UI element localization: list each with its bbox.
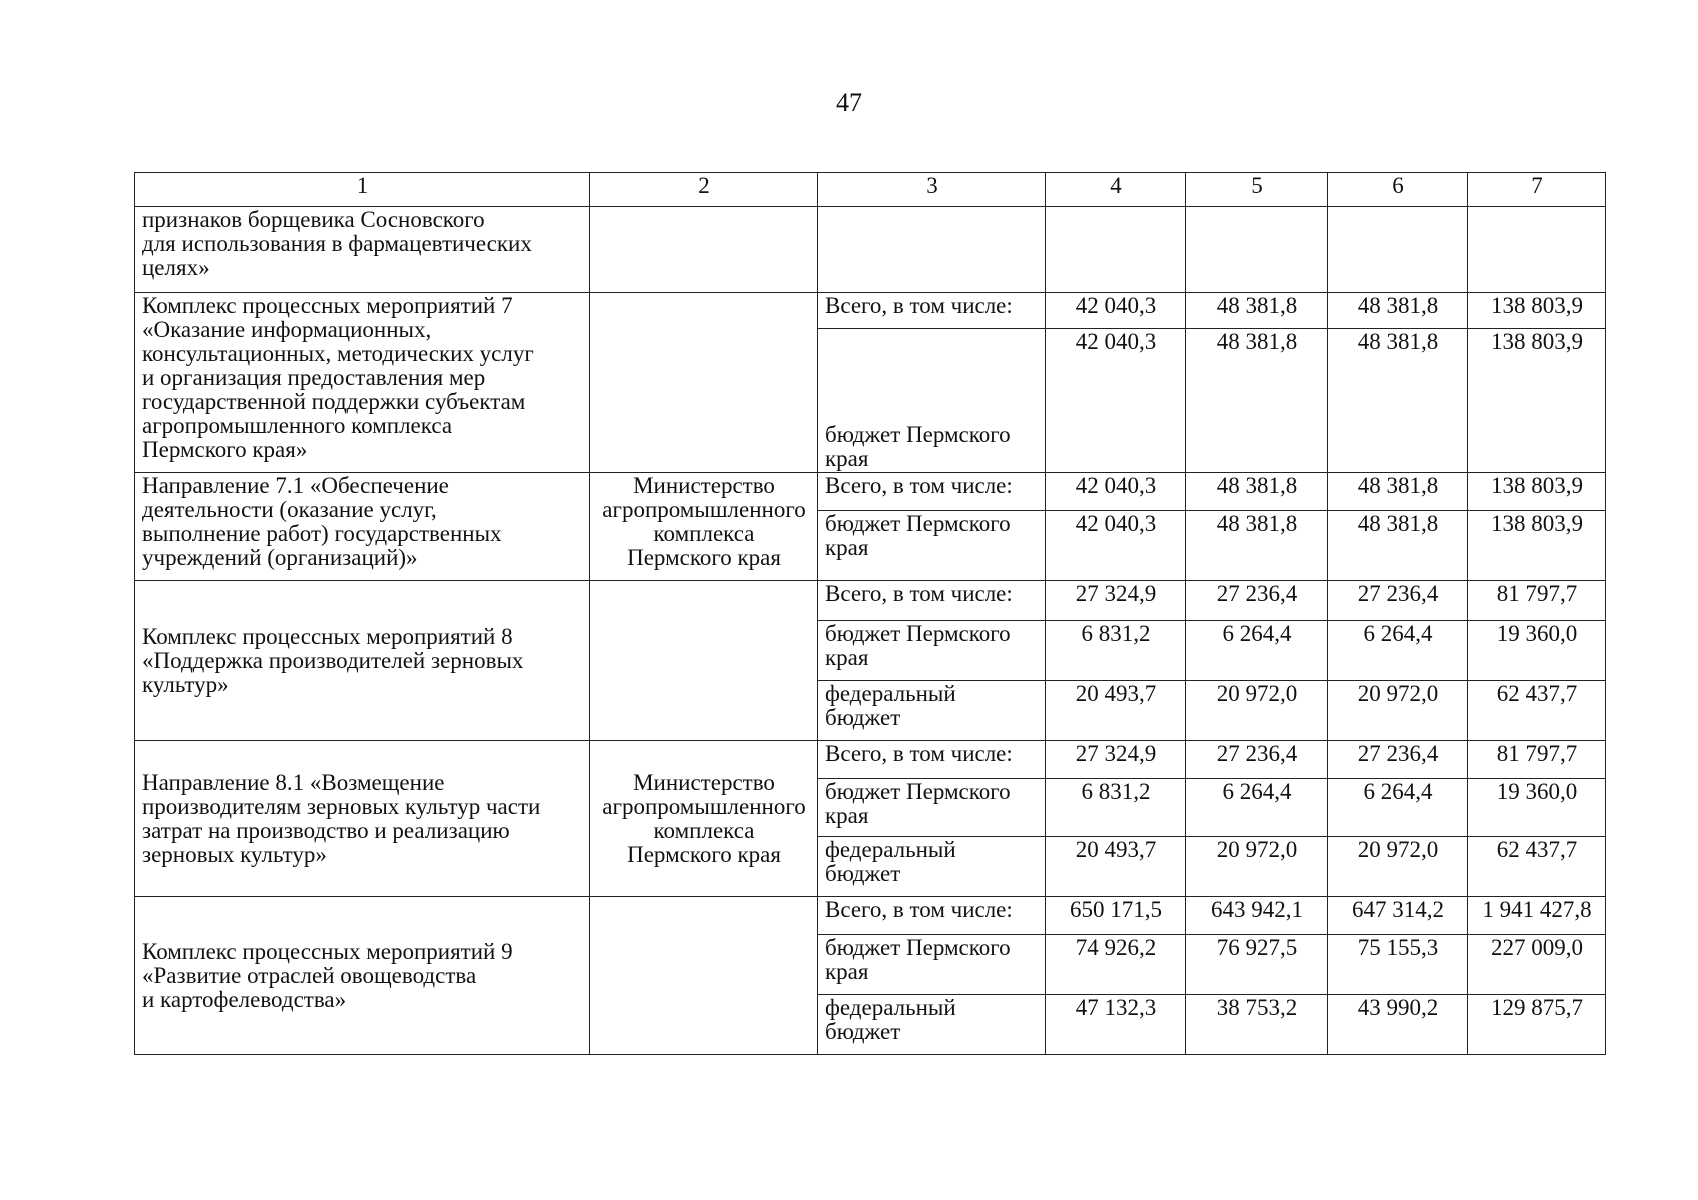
value-cell: 6 264,4	[1328, 779, 1468, 837]
value-cell: 48 381,8	[1186, 329, 1328, 473]
measure-name: Направление 7.1 «Обеспечение деятельности (оказание услуг, выполнение работ) государственных учреждений (организаций)»	[135, 473, 590, 581]
value-cell: 6 264,4	[1186, 621, 1328, 681]
measure-name: Направление 8.1 «Возмещение производителям зерновых культур части затрат на производство и реализацию зерновых культур»	[135, 741, 590, 897]
funding-source: федеральный бюджет	[818, 995, 1046, 1055]
value-cell: 48 381,8	[1328, 329, 1468, 473]
value-cell: 27 236,4	[1186, 741, 1328, 779]
column-header: 1	[135, 173, 590, 207]
value-cell: 48 381,8	[1186, 473, 1328, 511]
funding-source: бюджет Пермского края	[818, 779, 1046, 837]
empty-cell	[1046, 207, 1186, 293]
executor-cell: Министерство агропромышленного комплекса Пермского края	[590, 741, 818, 897]
value-cell: 42 040,3	[1046, 293, 1186, 329]
value-cell: 42 040,3	[1046, 511, 1186, 581]
funding-source: бюджет Пермского края	[818, 329, 1046, 473]
value-cell: 38 753,2	[1186, 995, 1328, 1055]
budget-table	[134, 172, 1606, 1055]
value-cell: 20 972,0	[1328, 681, 1468, 741]
value-cell: 42 040,3	[1046, 329, 1186, 473]
funding-source: Всего, в том числе:	[818, 897, 1046, 935]
empty-cell	[818, 207, 1046, 293]
executor-cell: Министерство агропромышленного комплекса Пермского края	[590, 473, 818, 581]
value-cell: 129 875,7	[1468, 995, 1606, 1055]
executor-cell	[590, 581, 818, 741]
value-cell: 81 797,7	[1468, 741, 1606, 779]
column-header: 5	[1186, 173, 1328, 207]
table-row	[135, 207, 1606, 293]
value-cell: 1 941 427,8	[1468, 897, 1606, 935]
value-cell: 647 314,2	[1328, 897, 1468, 935]
table-row	[135, 581, 1606, 621]
column-header: 7	[1468, 173, 1606, 207]
column-header: 4	[1046, 173, 1186, 207]
value-cell: 20 972,0	[1186, 837, 1328, 897]
value-cell: 48 381,8	[1186, 293, 1328, 329]
page-number: 47	[836, 88, 862, 117]
value-cell: 27 236,4	[1328, 741, 1468, 779]
header-row	[135, 173, 1606, 207]
value-cell: 643 942,1	[1186, 897, 1328, 935]
empty-cell	[590, 207, 818, 293]
value-cell: 48 381,8	[1328, 293, 1468, 329]
value-cell: 19 360,0	[1468, 779, 1606, 837]
funding-source: Всего, в том числе:	[818, 741, 1046, 779]
value-cell: 19 360,0	[1468, 621, 1606, 681]
empty-cell	[1468, 207, 1606, 293]
value-cell: 138 803,9	[1468, 329, 1606, 473]
value-cell: 6 264,4	[1186, 779, 1328, 837]
funding-source: бюджет Пермского края	[818, 511, 1046, 581]
measure-name: Комплекс процессных мероприятий 9 «Развитие отраслей овощеводства и картофелеводства»	[135, 897, 590, 1055]
value-cell: 27 236,4	[1328, 581, 1468, 621]
value-cell: 42 040,3	[1046, 473, 1186, 511]
value-cell: 62 437,7	[1468, 681, 1606, 741]
column-header: 3	[818, 173, 1046, 207]
table-row	[135, 293, 1606, 329]
value-cell: 62 437,7	[1468, 837, 1606, 897]
funding-source: федеральный бюджет	[818, 681, 1046, 741]
value-cell: 47 132,3	[1046, 995, 1186, 1055]
value-cell: 138 803,9	[1468, 473, 1606, 511]
measure-name: Комплекс процессных мероприятий 7 «Оказание информационных, консультационных, методических услуг и организация предоставления мер государственной поддержки субъектам агропромышленного комплекса Пермского края»	[135, 293, 590, 473]
value-cell: 20 493,7	[1046, 681, 1186, 741]
value-cell: 27 324,9	[1046, 581, 1186, 621]
value-cell: 76 927,5	[1186, 935, 1328, 995]
value-cell: 6 831,2	[1046, 621, 1186, 681]
measure-name: Комплекс процессных мероприятий 8 «Поддержка производителей зерновых культур»	[135, 581, 590, 741]
value-cell: 20 972,0	[1186, 681, 1328, 741]
measure-name: признаков борщевика Сосновского для использования в фармацевтических целях»	[135, 207, 590, 293]
value-cell: 27 324,9	[1046, 741, 1186, 779]
funding-source: Всего, в том числе:	[818, 473, 1046, 511]
table-row	[135, 473, 1606, 511]
value-cell: 48 381,8	[1186, 511, 1328, 581]
value-cell: 650 171,5	[1046, 897, 1186, 935]
value-cell: 48 381,8	[1328, 511, 1468, 581]
value-cell: 75 155,3	[1328, 935, 1468, 995]
table-row	[135, 897, 1606, 935]
value-cell: 227 009,0	[1468, 935, 1606, 995]
executor-cell	[590, 897, 818, 1055]
funding-source: Всего, в том числе:	[818, 581, 1046, 621]
value-cell: 27 236,4	[1186, 581, 1328, 621]
value-cell: 6 264,4	[1328, 621, 1468, 681]
funding-source: Всего, в том числе:	[818, 293, 1046, 329]
value-cell: 20 493,7	[1046, 837, 1186, 897]
value-cell: 138 803,9	[1468, 293, 1606, 329]
executor-cell	[590, 293, 818, 473]
funding-source: федеральный бюджет	[818, 837, 1046, 897]
funding-source: бюджет Пермского края	[818, 621, 1046, 681]
value-cell: 81 797,7	[1468, 581, 1606, 621]
value-cell: 43 990,2	[1328, 995, 1468, 1055]
column-header: 2	[590, 173, 818, 207]
table-row	[135, 741, 1606, 779]
value-cell: 138 803,9	[1468, 511, 1606, 581]
value-cell: 74 926,2	[1046, 935, 1186, 995]
value-cell: 20 972,0	[1328, 837, 1468, 897]
column-header: 6	[1328, 173, 1468, 207]
value-cell: 6 831,2	[1046, 779, 1186, 837]
empty-cell	[1328, 207, 1468, 293]
empty-cell	[1186, 207, 1328, 293]
funding-source: бюджет Пермского края	[818, 935, 1046, 995]
value-cell: 48 381,8	[1328, 473, 1468, 511]
